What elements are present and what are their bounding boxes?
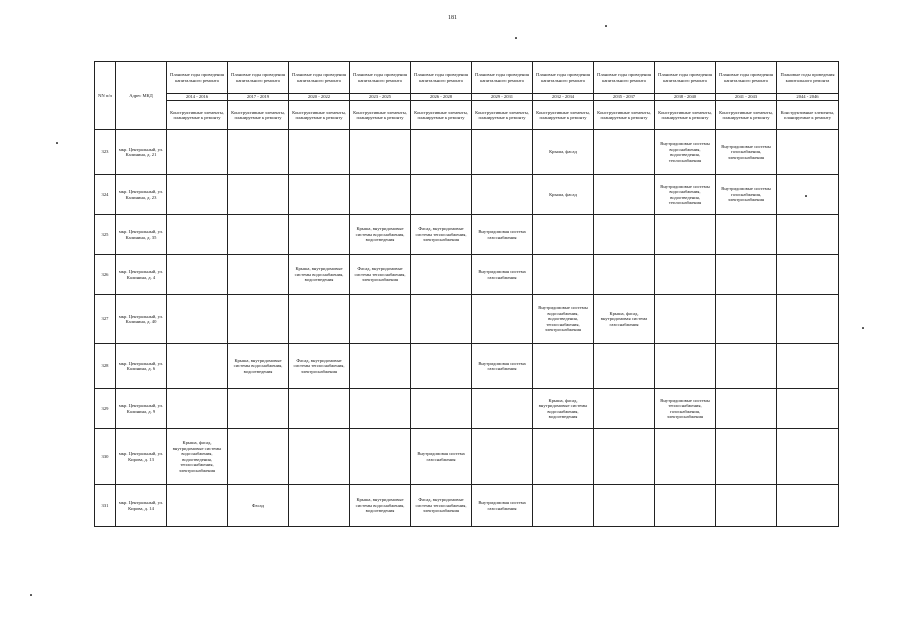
repair-cell: Фасад, внутридомовые системы теплоснабжения, электроснабжения bbox=[350, 255, 411, 295]
repair-cell bbox=[594, 130, 655, 175]
repair-cell bbox=[472, 389, 533, 429]
repair-cell bbox=[228, 215, 289, 255]
repair-cell bbox=[777, 130, 839, 175]
repair-cell bbox=[594, 485, 655, 527]
repair-cell bbox=[472, 295, 533, 344]
repair-cell bbox=[289, 485, 350, 527]
repair-cell bbox=[716, 295, 777, 344]
repair-cell bbox=[411, 130, 472, 175]
repair-cell bbox=[289, 295, 350, 344]
column-header-elements: Конструктивные элементы, планируемые к ремонту bbox=[777, 101, 839, 130]
page-number: 181 bbox=[448, 15, 457, 21]
column-header-elements: Конструктивные элементы, планируемые к ремонту bbox=[533, 101, 594, 130]
building-address: мкр. Центральный, ул. Калинина, д. 35 bbox=[116, 215, 167, 255]
column-header-elements: Конструктивные элементы, планируемые к ремонту bbox=[594, 101, 655, 130]
repair-cell: Фасад bbox=[228, 485, 289, 527]
column-header-elements: Конструктивные элементы, планируемые к ремонту bbox=[411, 101, 472, 130]
year-range: 2032 - 2034 bbox=[533, 94, 594, 101]
repair-cell bbox=[228, 130, 289, 175]
repair-cell bbox=[167, 485, 228, 527]
repair-cell: Внутридомовая система газоснабжения bbox=[472, 485, 533, 527]
repair-cell: Фасад, внутридомовые системы теплоснабжения, электроснабжения bbox=[289, 344, 350, 389]
column-header-address: Адрес МКД bbox=[116, 62, 167, 130]
repair-cell bbox=[228, 389, 289, 429]
column-header-period: Плановые годы проведения капитального ремонта bbox=[472, 62, 533, 94]
row-number: 327 bbox=[95, 295, 116, 344]
repair-cell: Крыша, фасад, внутридомовая система газоснабжения bbox=[594, 295, 655, 344]
repair-cell: Крыша, фасад bbox=[533, 130, 594, 175]
table-row bbox=[95, 485, 839, 527]
building-address: мкр. Центральный, ул. Кирова, д. 13 bbox=[116, 429, 167, 485]
repair-cell bbox=[533, 344, 594, 389]
repair-cell: Внутридомовая система газоснабжения bbox=[472, 344, 533, 389]
repair-cell bbox=[655, 485, 716, 527]
repair-cell bbox=[655, 344, 716, 389]
column-header-period: Плановые годы проведения капитального ремонта bbox=[167, 62, 228, 94]
repair-cell bbox=[350, 389, 411, 429]
repair-cell bbox=[716, 344, 777, 389]
repair-cell: Внутридомовые системы водоснабжения, водоотведения, теплоснабжения, электроснабжения bbox=[533, 295, 594, 344]
header-row-years bbox=[95, 94, 839, 101]
column-header-period: Плановые годы проведения капитального ремонта bbox=[289, 62, 350, 94]
row-number: 325 bbox=[95, 215, 116, 255]
table-row bbox=[95, 215, 839, 255]
repair-cell bbox=[655, 295, 716, 344]
repair-cell bbox=[533, 485, 594, 527]
repair-cell: Крыша, фасад, внутридомовые системы водоснабжения, водоотведения, теплоснабжения, электроснабжения bbox=[167, 429, 228, 485]
repair-cell bbox=[655, 255, 716, 295]
repair-cell bbox=[289, 429, 350, 485]
repair-cell bbox=[411, 255, 472, 295]
repair-cell bbox=[472, 429, 533, 485]
building-address: мкр. Центральный, ул. Калинина, д. 6 bbox=[116, 344, 167, 389]
column-header-period: Плановые годы проведения капитального ремонта bbox=[594, 62, 655, 94]
table-row bbox=[95, 429, 839, 485]
repair-cell bbox=[533, 429, 594, 485]
column-header-elements: Конструктивные элементы, планируемые к ремонту bbox=[472, 101, 533, 130]
header-row-elements bbox=[95, 101, 839, 130]
repair-cell bbox=[594, 429, 655, 485]
repair-cell bbox=[167, 215, 228, 255]
year-range: 2035 - 2037 bbox=[594, 94, 655, 101]
column-header-period: Плановые годы проведения капитального ремонта bbox=[533, 62, 594, 94]
repair-cell bbox=[350, 130, 411, 175]
repair-cell: Крыша, внутридомовые системы водоснабжения, водоотведения bbox=[350, 215, 411, 255]
repair-cell bbox=[350, 175, 411, 215]
repair-cell: Внутридомовая система газоснабжения bbox=[411, 429, 472, 485]
column-header-period: Плановые годы проведения капитального ремонта bbox=[655, 62, 716, 94]
repair-cell bbox=[289, 130, 350, 175]
column-header-elements: Конструктивные элементы, планируемые к ремонту bbox=[228, 101, 289, 130]
column-header-elements: Конструктивные элементы, планируемые к ремонту bbox=[167, 101, 228, 130]
header-row-periods bbox=[95, 62, 839, 94]
column-header-period: Плановые годы проведения капитального ремонта bbox=[350, 62, 411, 94]
column-header-period: Плановые годы проведения капитального ремонта bbox=[716, 62, 777, 94]
repair-cell: Внутридомовая система газоснабжения bbox=[472, 255, 533, 295]
row-number: 323 bbox=[95, 130, 116, 175]
repair-cell bbox=[167, 344, 228, 389]
repair-cell: Крыша, фасад bbox=[533, 175, 594, 215]
repair-cell bbox=[655, 429, 716, 485]
repair-cell: Внутридомовые системы водоснабжения, водоотведения, теплоснабжения bbox=[655, 175, 716, 215]
scan-speck bbox=[605, 25, 607, 27]
repair-cell: Внутридомовые системы теплоснабжения, газоснабжения, электроснабжения bbox=[655, 389, 716, 429]
repair-cell bbox=[167, 130, 228, 175]
column-header-elements: Конструктивные элементы, планируемые к ремонту bbox=[289, 101, 350, 130]
repair-cell: Крыша, внутридомовые системы водоснабжения, водоотведения bbox=[350, 485, 411, 527]
repair-cell bbox=[411, 295, 472, 344]
column-header-elements: Конструктивные элементы, планируемые к ремонту bbox=[350, 101, 411, 130]
repair-cell: Фасад, внутридомовые системы теплоснабжения, электроснабжения bbox=[411, 485, 472, 527]
repair-cell: Внутридомовые системы газоснабжения, электроснабжения bbox=[716, 130, 777, 175]
repair-cell bbox=[411, 344, 472, 389]
repair-cell bbox=[716, 485, 777, 527]
year-range: 2017 - 2019 bbox=[228, 94, 289, 101]
column-header-elements: Конструктивные элементы, планируемые к ремонту bbox=[716, 101, 777, 130]
table-row bbox=[95, 295, 839, 344]
repair-cell bbox=[411, 175, 472, 215]
repair-cell: Крыша, внутридомовые системы водоснабжения, водоотведения bbox=[228, 344, 289, 389]
year-range: 2026 - 2028 bbox=[411, 94, 472, 101]
repair-cell bbox=[594, 175, 655, 215]
repair-cell: Внутридомовые системы газоснабжения, электроснабжения bbox=[716, 175, 777, 215]
repair-cell: Крыша, внутридомовые системы водоснабжения, водоотведения bbox=[289, 255, 350, 295]
year-range: 2014 - 2016 bbox=[167, 94, 228, 101]
repair-cell bbox=[777, 344, 839, 389]
repair-cell: Фасад, внутридомовые системы теплоснабжения, электроснабжения bbox=[411, 215, 472, 255]
year-range: 2020 - 2022 bbox=[289, 94, 350, 101]
row-number: 328 bbox=[95, 344, 116, 389]
repair-cell bbox=[777, 175, 839, 215]
repair-cell bbox=[777, 485, 839, 527]
row-number: 326 bbox=[95, 255, 116, 295]
year-range: 2023 - 2025 bbox=[350, 94, 411, 101]
repair-cell bbox=[716, 215, 777, 255]
repair-cell bbox=[350, 295, 411, 344]
repair-cell bbox=[228, 255, 289, 295]
repair-cell bbox=[716, 255, 777, 295]
scan-speck bbox=[515, 37, 517, 39]
table-row bbox=[95, 255, 839, 295]
repair-cell bbox=[350, 429, 411, 485]
repair-cell bbox=[777, 255, 839, 295]
repair-cell bbox=[411, 389, 472, 429]
repair-cell bbox=[228, 429, 289, 485]
repair-cell bbox=[167, 255, 228, 295]
repair-cell bbox=[228, 295, 289, 344]
repair-cell bbox=[777, 215, 839, 255]
table-row bbox=[95, 389, 839, 429]
year-range: 2041 - 2043 bbox=[716, 94, 777, 101]
year-range: 2029 - 2031 bbox=[472, 94, 533, 101]
repair-cell bbox=[533, 215, 594, 255]
table-row bbox=[95, 175, 839, 215]
column-header-number: NN п/п bbox=[95, 62, 116, 130]
repair-cell bbox=[533, 255, 594, 295]
row-number: 324 bbox=[95, 175, 116, 215]
building-address: мкр. Центральный, ул. Калинина, д. 23 bbox=[116, 175, 167, 215]
capital-repair-schedule-table bbox=[94, 61, 839, 527]
row-number: 329 bbox=[95, 389, 116, 429]
repair-cell bbox=[350, 344, 411, 389]
building-address: мкр. Центральный, ул. Кирова, д. 14 bbox=[116, 485, 167, 527]
scan-speck bbox=[30, 594, 32, 596]
row-number: 331 bbox=[95, 485, 116, 527]
repair-cell bbox=[167, 389, 228, 429]
repair-cell bbox=[777, 429, 839, 485]
repair-cell bbox=[289, 175, 350, 215]
building-address: мкр. Центральный, ул. Калинина, д. 4 bbox=[116, 255, 167, 295]
column-header-period: Плановые годы проведения капитального ремонта bbox=[777, 62, 839, 94]
repair-cell bbox=[716, 429, 777, 485]
column-header-period: Плановые годы проведения капитального ремонта bbox=[411, 62, 472, 94]
column-header-elements: Конструктивные элементы, планируемые к ремонту bbox=[655, 101, 716, 130]
row-number: 330 bbox=[95, 429, 116, 485]
repair-cell bbox=[594, 215, 655, 255]
building-address: мкр. Центральный, ул. Калинина, д. 9 bbox=[116, 389, 167, 429]
repair-cell bbox=[777, 295, 839, 344]
repair-cell bbox=[472, 175, 533, 215]
repair-cell bbox=[594, 389, 655, 429]
year-range: 2044 - 2046 bbox=[777, 94, 839, 101]
repair-cell bbox=[655, 215, 716, 255]
repair-cell bbox=[716, 389, 777, 429]
scan-speck bbox=[862, 327, 864, 329]
repair-cell bbox=[289, 215, 350, 255]
table-row bbox=[95, 130, 839, 175]
repair-cell: Внутридомовые системы водоснабжения, водоотведения, теплоснабжения bbox=[655, 130, 716, 175]
repair-cell bbox=[289, 389, 350, 429]
repair-cell bbox=[594, 255, 655, 295]
table-row bbox=[95, 344, 839, 389]
year-range: 2038 - 2040 bbox=[655, 94, 716, 101]
building-address: мкр. Центральный, ул. Калинина, д. 21 bbox=[116, 130, 167, 175]
repair-cell bbox=[228, 175, 289, 215]
repair-cell bbox=[777, 389, 839, 429]
scan-speck bbox=[56, 142, 58, 144]
repair-cell: Внутридомовая система газоснабжения bbox=[472, 215, 533, 255]
repair-cell bbox=[594, 344, 655, 389]
building-address: мкр. Центральный, ул. Калинина, д. 40 bbox=[116, 295, 167, 344]
column-header-period: Плановые годы проведения капитального ремонта bbox=[228, 62, 289, 94]
repair-cell bbox=[167, 175, 228, 215]
repair-cell bbox=[472, 130, 533, 175]
repair-cell bbox=[167, 295, 228, 344]
repair-cell: Крыша, фасад, внутридомовые системы водоснабжения, водоотведения bbox=[533, 389, 594, 429]
